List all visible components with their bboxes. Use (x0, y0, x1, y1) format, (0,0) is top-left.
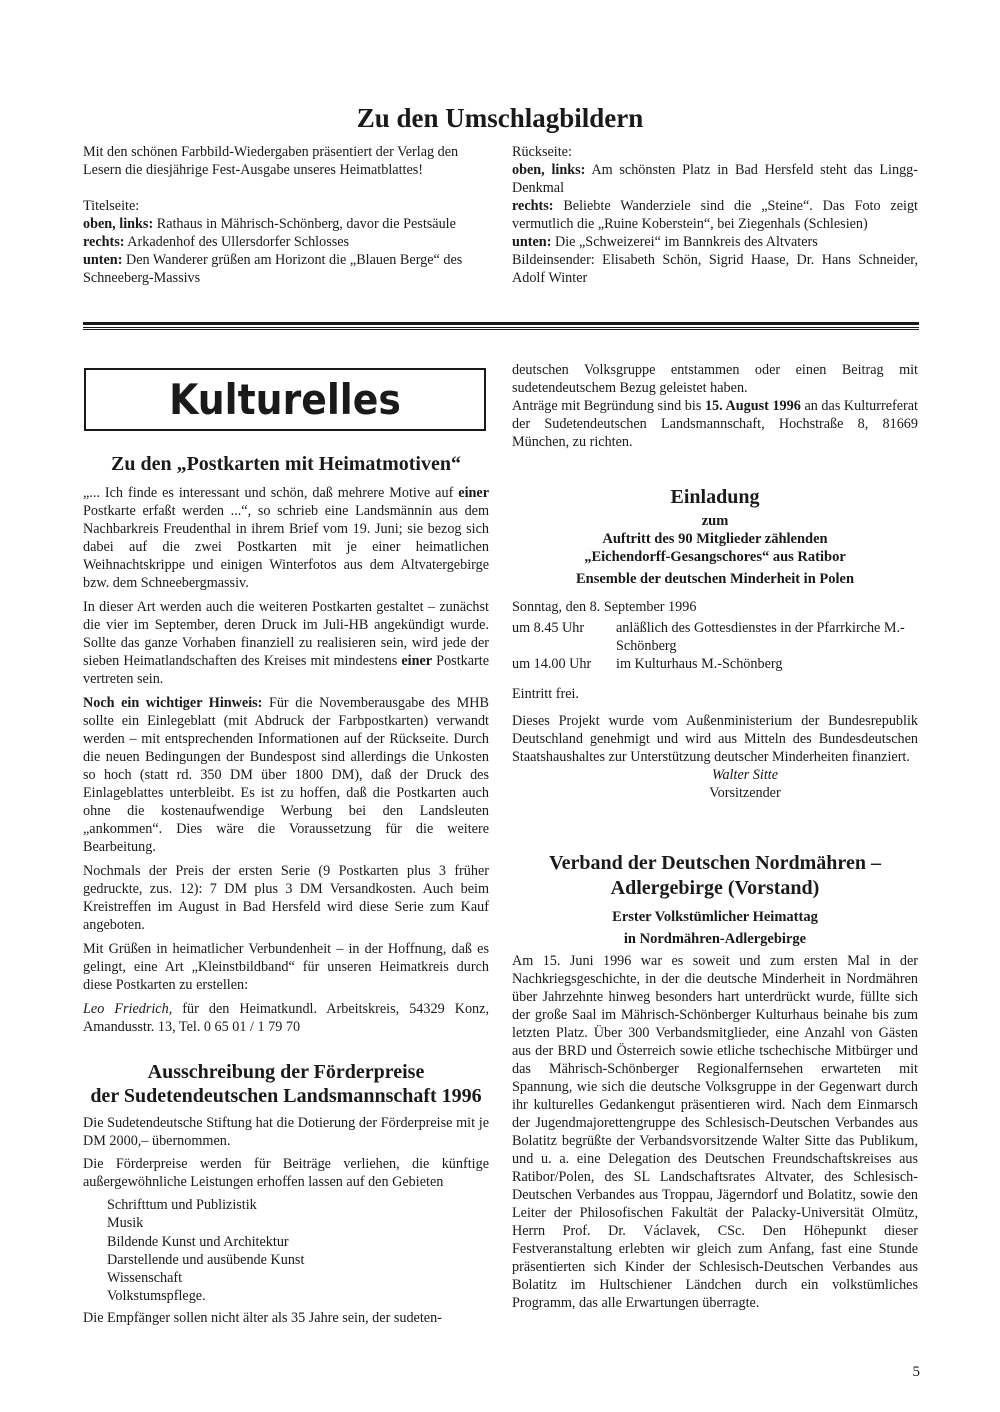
subheading: Erster Volkstümlicher Heimattag (612, 909, 818, 925)
section-header-kulturelles: Kulturelles (169, 375, 401, 424)
paragraph: Die Förderpreise werden für Beiträge verliehen, die künftige außergewöhnliche Leistungen erhoffen lassen auf den Gebieten (83, 1156, 489, 1190)
article-heading: Ausschreibung der Förderpreise der Sudetendeutschen Landsmannschaft 1996 (90, 1061, 482, 1107)
back-item: unten: Die „Schweizerei“ im Bannkreis des Altvaters (512, 234, 818, 250)
schedule-time: um 8.45 Uhr (512, 620, 585, 636)
subheading: Auftritt des 90 Mitglieder zählenden (602, 531, 828, 547)
subheading: Ensemble der deutschen Minderheit in Polen (575, 571, 855, 587)
schedule-event: anläßlich des Gottesdienstes in der Pfarrkirche M.-Schönberg (616, 620, 905, 654)
page-title: Zu den Umschlagbildern (356, 103, 644, 133)
list-item: Bildende Kunst und Architektur (107, 1233, 289, 1250)
article-verband (512, 851, 918, 1312)
article-heading: Zu den „Postkarten mit Heimatmotiven“ (111, 453, 461, 475)
paragraph: deutschen Volksgruppe entstammen oder einen Beitrag mit sudetendeutschem Bezug geleistet haben. (512, 362, 918, 396)
paragraph: Die Empfänger sollen nicht älter als 35 Jahre sein, der sudeten- (83, 1309, 442, 1326)
article-heading: Einladung (670, 486, 760, 508)
list-item: Volkstumspflege. (107, 1288, 206, 1305)
paragraph: Nochmals der Preis der ersten Serie (9 Postkarten plus 3 früher gedruckte, zus. 12): 7 DM plus 3 DM Versandkosten. Auch beim Kreistreffen im August in Bad Hersfeld wird diese Serie zum Kauf angeboten. (83, 863, 489, 933)
paragraph: Die Sudetendeutsche Stiftung hat die Dotierung der Förderpreise mit je DM 2000,– übernommen. (83, 1115, 489, 1149)
paragraph: Dieses Projekt wurde vom Außenministerium der Bundesrepublik Deutschland genehmigt und wird aus Mitteln des Bundesdeutschen Staatshaushaltes zur Unterstützung deutscher Minderheiten finanziert. (512, 713, 918, 765)
table-row (512, 655, 918, 673)
signature-role: Vorsitzender (709, 785, 781, 801)
section-header-box (84, 368, 486, 431)
list-item: Darstellende und ausübende Kunst (107, 1251, 305, 1268)
paragraph: Anträge mit Begründung sind bis 15. August 1996 an das Kulturreferat der Sudetendeutschen Landsmannschaft, Hochstraße 8, 81669 München, zu richten. (512, 398, 918, 450)
article-foerderpreise (83, 1060, 489, 1332)
subheading: in Nordmähren-Adlergebirge (623, 931, 807, 947)
paragraph: Mit Grüßen in heimatlicher Verbundenheit – in der Hoffnung, daß es gelingt, eine Art „Kleinstbildband“ für unseren Heimatkreis durch diese Postkarten zu erstellen: (83, 941, 489, 993)
subheading: zum (701, 513, 729, 529)
section-divider (83, 322, 919, 331)
front-item: rechts: Arkadenhof des Ullersdorfer Schlosses (83, 234, 350, 250)
signature: Leo Friedrich, für den Heimatkundl. Arbeitskreis, 54329 Konz, Amandusstr. 13, Tel. 0 65 01 / 1 79 70 (83, 1001, 489, 1035)
cover-intro: Mit den schönen Farbbild-Wiedergaben präsentiert der Verlag den Lesern die diesjährige Fest-Ausgabe unseres Heimatblattes! (83, 144, 459, 178)
article-postkarten (83, 452, 489, 1042)
paragraph: „... Ich finde es interessant und schön, daß mehrere Motive auf einer Postkarte erfaßt werden ...“, so schrieb eine Landsmännin aus dem Nachbarkreis Freudenthal in ihrem Brief vom 19. Juni; sie bezog sich dabei auf die zwei Postkarten mit je einer heimatlichen Weihnachtskrippe und einigen Winterfotos aus dem Altvatergebirge bzw. dem Schneebergmassiv. (83, 485, 489, 591)
front-item: oben, links: Rathaus in Mährisch-Schönberg, davor die Pestsäule (83, 216, 456, 232)
photo-senders: Bildeinsender: Elisabeth Schön, Sigrid Haase, Dr. Hans Schneider, Adolf Winter (512, 252, 918, 286)
front-item: unten: Den Wanderer grüßen am Horizont die „Blauen Berge“ des Schneeberg-Massivs (83, 252, 463, 286)
signature-name: Walter Sitte (711, 767, 779, 783)
back-item: rechts: Beliebte Wanderziele sind die „Steine“. Das Foto zeigt vermutlich die „Ruine Koberstein“, bei Ziegenhals (Schlesien) (512, 198, 918, 232)
list-item: Musik (107, 1215, 144, 1232)
paragraph: Noch ein wichtiger Hinweis: Für die Novemberausgabe des MHB sollte ein Einlegeblatt (mit Abdruck der Farbpostkarten) verwandt werden – mit entsprechenden Informationen auf der Rückseite. Durch die neuen Bedingungen der Bundespost sind allerdings die Unkosten so hoch (statt rd. 350 DM über 1800 DM), daß der Druck des Einlageblattes unterbleibt. Es ist zu hoffen, daß die Postkarten auch ohne die kostenaufwendige Werbung bei den Landsleuten „ankommen“. Dies wäre die Voraussetzung für die weitere Bearbeitung. (83, 695, 489, 855)
list-item: Schrifttum und Publizistik (107, 1197, 257, 1213)
schedule-event: im Kulturhaus M.-Schönberg (616, 656, 783, 672)
back-label: Rückseite: (512, 144, 572, 160)
list-item: Wissenschaft (107, 1270, 183, 1287)
schedule-time: um 14.00 Uhr (512, 656, 592, 672)
subheading: „Eichendorff-Gesangschores“ aus Ratibor (584, 549, 846, 565)
article-heading: Verband der Deutschen Nordmähren – Adlergebirge (Vorstand) (549, 852, 881, 899)
paragraph: In dieser Art werden auch die weiteren Postkarten gestaltet – zunächst die vier im September, deren Druck im Juli-HB angekündigt wurde. Sollte das ganze Vorhaben finanziell zu realisieren sein, wird jede der sieben Heimatlandschaften des Kreises mit mindestens einer Postkarte vertreten sein. (83, 599, 489, 687)
back-item: oben, links: Am schönsten Platz in Bad Hersfeld steht das Lingg-Denkmal (512, 162, 918, 196)
cover-description-back (512, 143, 918, 287)
entry-note: Eintritt frei. (512, 686, 579, 702)
table-row (512, 619, 918, 655)
article-einladung (512, 485, 918, 802)
front-label: Titelseite: (83, 198, 140, 214)
event-date: Sonntag, den 8. September 1996 (512, 599, 697, 615)
foerderpreise-continued (512, 361, 918, 451)
paragraph: Am 15. Juni 1996 war es soweit und zum ersten Mal in der Nachkriegsgeschichte, in der die deutsche Minderheit in Nordmähren über Jahrzehnte hinweg besonders hart unterdrückt wurde, füllte sich der große Saal im Mährisch-Schönberger Kulturhaus beinahe bis zum letzten Platz. Über 300 Verbandsmitglieder, eine Anzahl von Gästen aus der BRD und Österreich sowie etliche tschechische Mitbürger und das Mährisch-Schönberger Regionalfernsehen erwarteten mit Spannung, wie sich die deutsche Volksgruppe in der Gegenwart durch ihr kulturelles Gedankengut präsentieren wird. Nach dem Einmarsch der Jugendmajorettengruppe des Schlesisch-Deutschen Verbandes aus Bolatitz begrüßte der Verbandsvorsitzende Walter Sitte das Publikum, und u. a. eine Delegation des Deutschen Freundschaftskreises aus Ratibor/Polen, des SL Landschaftsrates Altvater, des Schlesisch-Deutschen Verbandes aus Troppau, Jägerndorf und Bolatitz, sowie den Leiter der Philosofischen Fakultät der Palacky-Universität Olmütz, Herrn Prof. Dr. Václavek, CSc. Den Höhepunkt dieser Festveranstaltung erlebten wir gleich zum Anfang, fast eine Stunde präsentierten sich Kinder der Schlesisch-Deutschen Verbandes aus Bolatitz im Hultschiener Ländchen durch ein volkstümliches Programm, das alle Erwartungen überragte. (512, 953, 918, 1311)
page-number: 5 (912, 1364, 920, 1380)
cover-description-front (83, 143, 489, 287)
schedule-table (512, 619, 918, 673)
areas-list (107, 1196, 489, 1306)
